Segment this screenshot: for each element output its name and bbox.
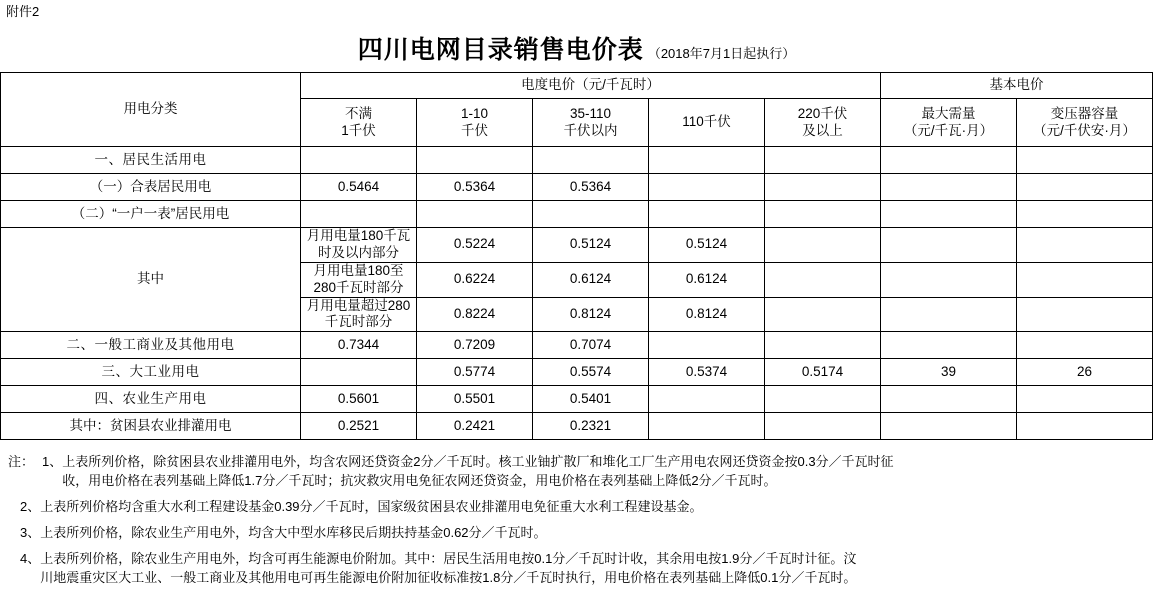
price-table (0, 72, 1153, 440)
cell-value: 0.6124 (649, 262, 765, 297)
row-label: 一、居民生活用电 (1, 147, 301, 174)
row-label: 月用电量超过280千瓦时部分 (301, 297, 417, 332)
cell-value (765, 228, 881, 263)
header-category: 用电分类 (1, 73, 301, 147)
note-text: 上表所列价格，除农业生产用电外，均含可再生能源电价附加。其中：居民生活用电按0.1分／千瓦时计收，其余用电按1.9分／千瓦时计征。汶 川地震重灾区大工业、一般工商业及其他用电可再生能源电价附加征收标准按1.8分／千瓦时执行，用电价格在表列基础上降低0.1分／千瓦时。 (40, 551, 857, 585)
cell-value (881, 174, 1017, 201)
row-label: 二、一般工商业及其他用电 (1, 332, 301, 359)
cell-value (881, 147, 1017, 174)
header-col-3: 110千伏 (649, 99, 765, 147)
cell-value (1017, 297, 1153, 332)
header-group-energy: 电度电价（元/千瓦时） (301, 73, 881, 99)
cell-value (649, 413, 765, 440)
cell-value (649, 147, 765, 174)
cell-value: 0.5174 (765, 359, 881, 386)
note-number: 3、 (20, 525, 41, 540)
notes-prefix: 注： (8, 454, 35, 469)
table-row (1, 413, 1153, 440)
table-row (1, 147, 1153, 174)
cell-value (649, 201, 765, 228)
cell-value: 0.8124 (649, 297, 765, 332)
cell-value (881, 332, 1017, 359)
cell-value (765, 174, 881, 201)
cell-value: 0.6224 (417, 262, 533, 297)
cell-value: 0.5124 (533, 228, 649, 263)
note-number: 4、 (20, 551, 41, 566)
cell-value: 0.7074 (533, 332, 649, 359)
cell-value: 26 (1017, 359, 1153, 386)
cell-value (417, 201, 533, 228)
note-text: 上表所列价格，除农业生产用电外，均含大中型水库移民后期扶持基金0.62分／千瓦时。 (40, 525, 547, 540)
note-item (0, 523, 1153, 542)
table-header-group-row (1, 73, 1153, 99)
cell-value (649, 386, 765, 413)
cell-value (765, 386, 881, 413)
header-col-2: 35-110 千伏以内 (533, 99, 649, 147)
cell-value (1017, 332, 1153, 359)
cell-value (765, 201, 881, 228)
cell-value: 0.2421 (417, 413, 533, 440)
cell-value (881, 262, 1017, 297)
cell-value: 0.7344 (301, 332, 417, 359)
cell-value: 0.5401 (533, 386, 649, 413)
cell-value (649, 174, 765, 201)
cell-value (765, 262, 881, 297)
attachment-label: 附件2 (6, 4, 40, 19)
cell-value: 0.2321 (533, 413, 649, 440)
table-row (1, 359, 1153, 386)
row-label: （二）“一户一表”居民用电 (1, 201, 301, 228)
cell-value: 0.5464 (301, 174, 417, 201)
cell-value (881, 297, 1017, 332)
table-row (1, 174, 1153, 201)
cell-value: 0.5501 (417, 386, 533, 413)
cell-value (417, 147, 533, 174)
note-number: 2、 (20, 499, 41, 514)
row-group-label-qizhong: 其中 (1, 228, 301, 332)
row-label: 四、农业生产用电 (1, 386, 301, 413)
cell-value: 0.2521 (301, 413, 417, 440)
cell-value (649, 332, 765, 359)
cell-value (881, 413, 1017, 440)
cell-value: 0.8124 (533, 297, 649, 332)
page-subtitle: （2018年7月1日起执行） (647, 45, 796, 61)
header-col-0: 不满 1千伏 (301, 99, 417, 147)
cell-value (1017, 262, 1153, 297)
note-text: 上表所列价格均含重大水利工程建设基金0.39分／千瓦时，国家级贫困县农业排灌用电免征重大水利工程建设基金。 (40, 499, 703, 514)
note-item (0, 549, 1153, 587)
cell-value: 0.5601 (301, 386, 417, 413)
cell-value (765, 297, 881, 332)
cell-value: 0.5574 (533, 359, 649, 386)
cell-value: 0.5374 (649, 359, 765, 386)
row-label: 其中：贫困县农业排灌用电 (1, 413, 301, 440)
cell-value (881, 201, 1017, 228)
row-label: （一）合表居民用电 (1, 174, 301, 201)
cell-value: 0.5364 (533, 174, 649, 201)
cell-value (533, 147, 649, 174)
page-title: 四川电网目录销售电价表 (357, 35, 644, 64)
table-row (1, 201, 1153, 228)
cell-value: 0.7209 (417, 332, 533, 359)
cell-value (765, 413, 881, 440)
cell-value (881, 228, 1017, 263)
cell-value: 0.5124 (649, 228, 765, 263)
cell-value (1017, 201, 1153, 228)
cell-value (765, 147, 881, 174)
cell-value (301, 201, 417, 228)
header-group-basic: 基本电价 (881, 73, 1153, 99)
table-row (1, 228, 1153, 263)
row-label: 月用电量180至280千瓦时部分 (301, 262, 417, 297)
row-label: 月用电量180千瓦时及以内部分 (301, 228, 417, 263)
cell-value (1017, 413, 1153, 440)
table-row (1, 386, 1153, 413)
header-col-4: 220千伏 及以上 (765, 99, 881, 147)
cell-value (1017, 228, 1153, 263)
cell-value (301, 359, 417, 386)
cell-value (1017, 174, 1153, 201)
cell-value: 0.5364 (417, 174, 533, 201)
cell-value: 39 (881, 359, 1017, 386)
note-item (0, 497, 1153, 516)
cell-value (301, 147, 417, 174)
header-col-6: 变压器容量 （元/千伏安·月） (1017, 99, 1153, 147)
note-text: 上表所列价格，除贫困县农业排灌用电外，均含农网还贷资金2分／千瓦时。核工业铀扩散厂和堆化工厂生产用电农网还贷资金按0.3分／千瓦时征 收，用电价格在表列基础上降低1.7分／千瓦时；抗灾救灾用电免征农网还贷资金，用电价格在表列基础上降低2分／千瓦时。 (62, 454, 894, 488)
header-col-5: 最大需量 （元/千瓦·月） (881, 99, 1017, 147)
notes-section (0, 452, 1153, 594)
document-title-row (0, 24, 1153, 72)
cell-value: 0.5774 (417, 359, 533, 386)
cell-value (533, 201, 649, 228)
cell-value: 0.8224 (417, 297, 533, 332)
cell-value (881, 386, 1017, 413)
note-number: 1、 (42, 454, 63, 469)
cell-value (1017, 386, 1153, 413)
note-item (0, 452, 1153, 490)
cell-value (1017, 147, 1153, 174)
header-col-1: 1-10 千伏 (417, 99, 533, 147)
cell-value: 0.5224 (417, 228, 533, 263)
cell-value: 0.6124 (533, 262, 649, 297)
row-label: 三、大工业用电 (1, 359, 301, 386)
cell-value (765, 332, 881, 359)
table-row (1, 332, 1153, 359)
